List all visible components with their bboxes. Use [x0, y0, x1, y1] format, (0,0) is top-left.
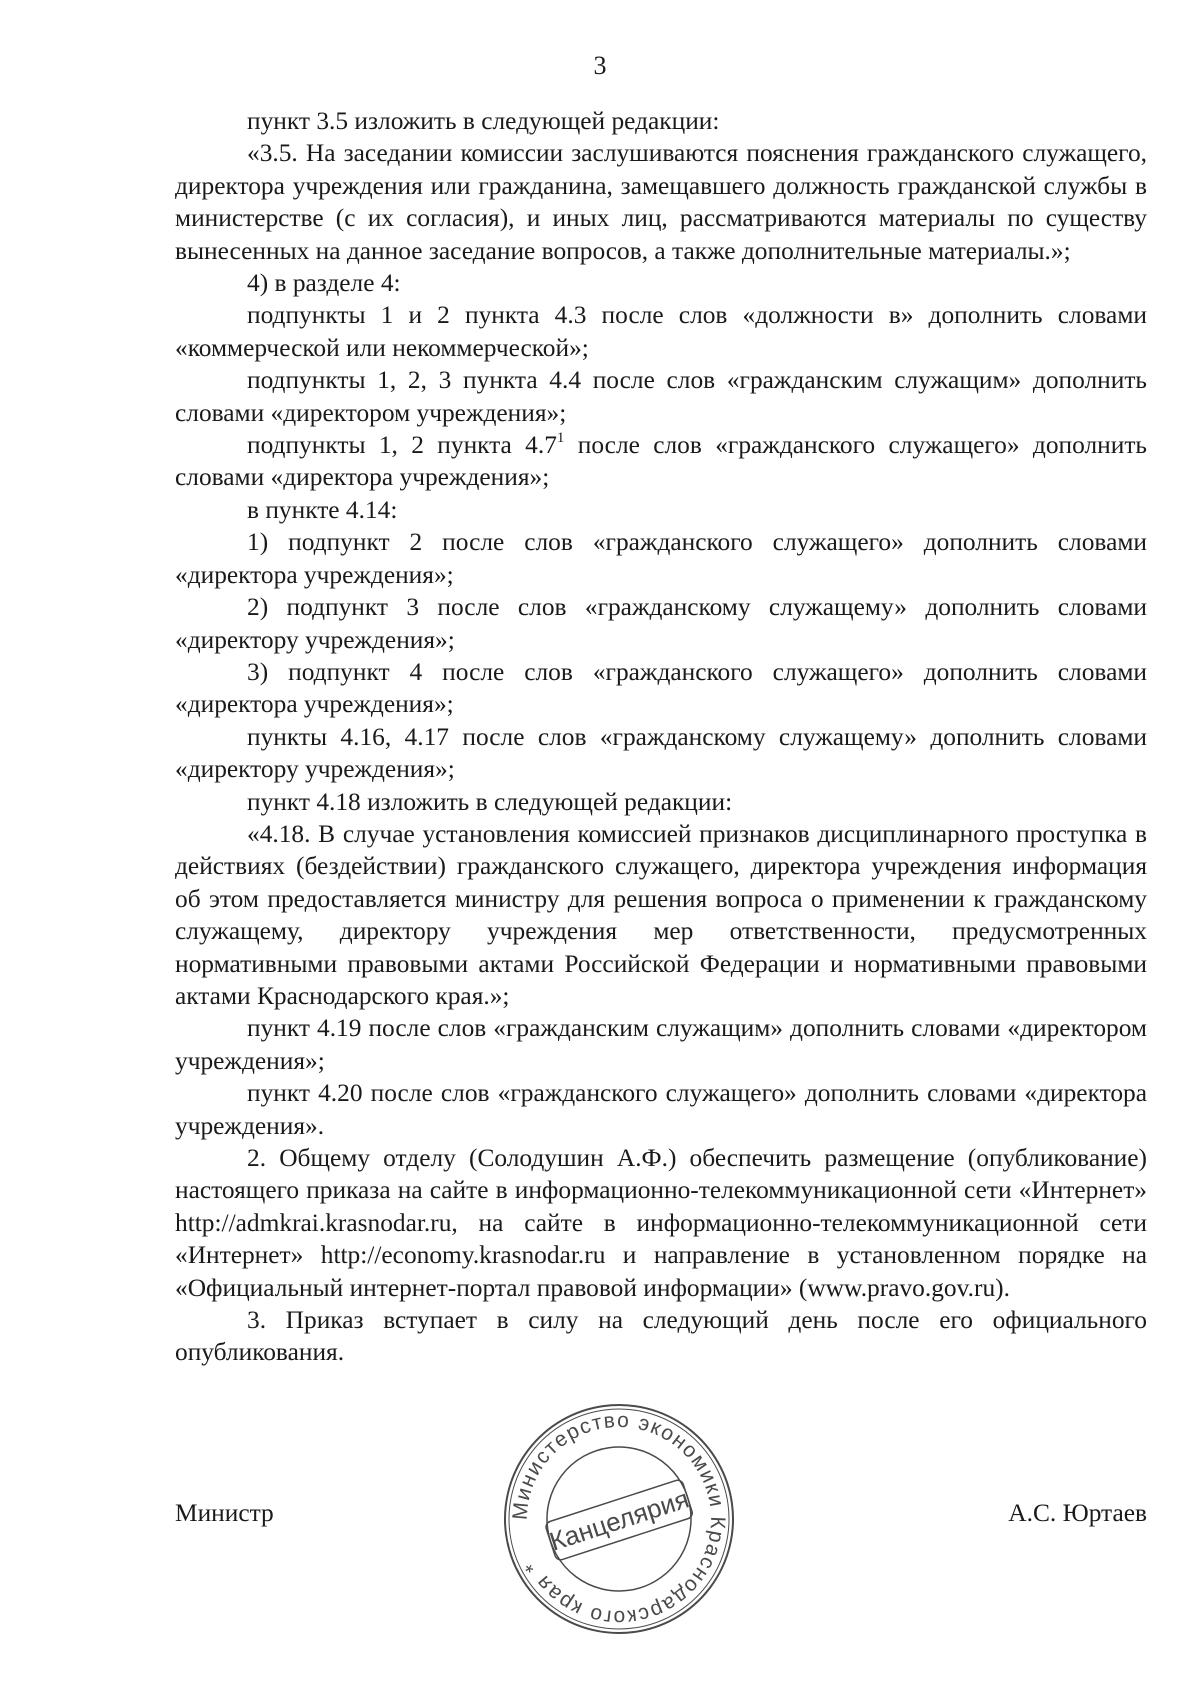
stamp-center-text: Канцелярия	[545, 1483, 693, 1557]
stamp-seal-icon	[500, 1400, 738, 1638]
paragraph-4-7-start: подпункты 1, 2 пункта 4.7	[247, 431, 557, 460]
paragraph: 2) подпункт 3 после слов «гражданскому служащему» дополнить словами «директору учреждения»;	[175, 593, 1147, 654]
paragraph: пункт 4.19 после слов «гражданским служащим» дополнить словами «директором учреждения»;	[175, 1014, 1147, 1075]
superscript-index: 1	[556, 429, 565, 446]
office-stamp	[500, 1400, 738, 1638]
stamp-ring-text: Министерство экономики Краснодарского края *	[508, 1408, 730, 1630]
paragraph: подпункты 1, 2, 3 пункта 4.4 после слов «гражданским служащим» дополнить словами «директором учреждения»;	[175, 366, 1147, 427]
paragraph: 2. Общему отделу (Солодушин А.Ф.) обеспечить размещение (опубликование) настоящего приказа на сайте в информационно-телекоммуникационной сети «Интернет» http://admkrai.krasnodar.ru, на сайте в информационно-телекоммуникационной сети «Интернет» http://economy.krasnodar.ru и направление в установленном порядке на «Официальный интернет-портал правовой информации» (www.pravo.gov.ru).	[175, 1144, 1147, 1302]
signatory-title: Министр	[175, 1499, 274, 1527]
paragraph: «4.18. В случае установления комиссией признаков дисциплинарного проступка в действиях (бездействии) гражданского служащего, директора учреждения информация об этом предоставляется министру для решения вопроса о применении к гражданскому служащему, директору учреждения мер ответственности, предусмотренных нормативными правовыми актами Российской Федерации и нормативными правовыми актами Краснодарского края.»;	[175, 819, 1147, 1010]
paragraph-4-7-end: после слов «гражданского служащего» дополнить словами «директора учреждения»;	[175, 431, 1147, 492]
paragraph: пункты 4.16, 4.17 после слов «гражданскому служащему» дополнить словами «директору учреждения»;	[175, 722, 1147, 784]
page-number: 3	[593, 51, 607, 80]
document-body	[175, 105, 1147, 1369]
paragraph-4-7	[175, 429, 1147, 494]
paragraph: 3) подпункт 4 после слов «гражданского служащего» дополнить словами «директора учреждения»;	[175, 657, 1147, 719]
paragraph: в пункте 4.14:	[247, 495, 398, 524]
paragraph: «3.5. На заседании комиссии заслушиваются пояснения гражданского служащего, директора учреждения или гражданина, замещавшего должность гражданской службы в министерстве (с их согласия), и иных лиц, рассматриваются материалы по существу вынесенных на данное заседание вопросов, а также дополнительные материалы.»;	[175, 139, 1147, 265]
paragraph: пункт 4.20 после слов «гражданского служащего» дополнить словами «директора учреждения».	[175, 1079, 1147, 1140]
paragraph: пункт 3.5 изложить в следующей редакции:	[247, 107, 720, 135]
paragraph: 3. Приказ вступает в силу на следующий день после его официального опубликования.	[175, 1306, 1147, 1367]
signatory-name: А.С. Юртаев	[1008, 1499, 1147, 1527]
paragraph: подпункты 1 и 2 пункта 4.3 после слов «должности в» дополнить словами «коммерческой или некоммерческой»;	[175, 301, 1147, 362]
paragraph: 4) в разделе 4:	[247, 269, 401, 298]
paragraph: пункт 4.18 изложить в следующей редакции:	[247, 787, 733, 816]
paragraph: 1) подпункт 2 после слов «гражданского служащего» дополнить словами «директора учреждения»;	[175, 528, 1147, 589]
